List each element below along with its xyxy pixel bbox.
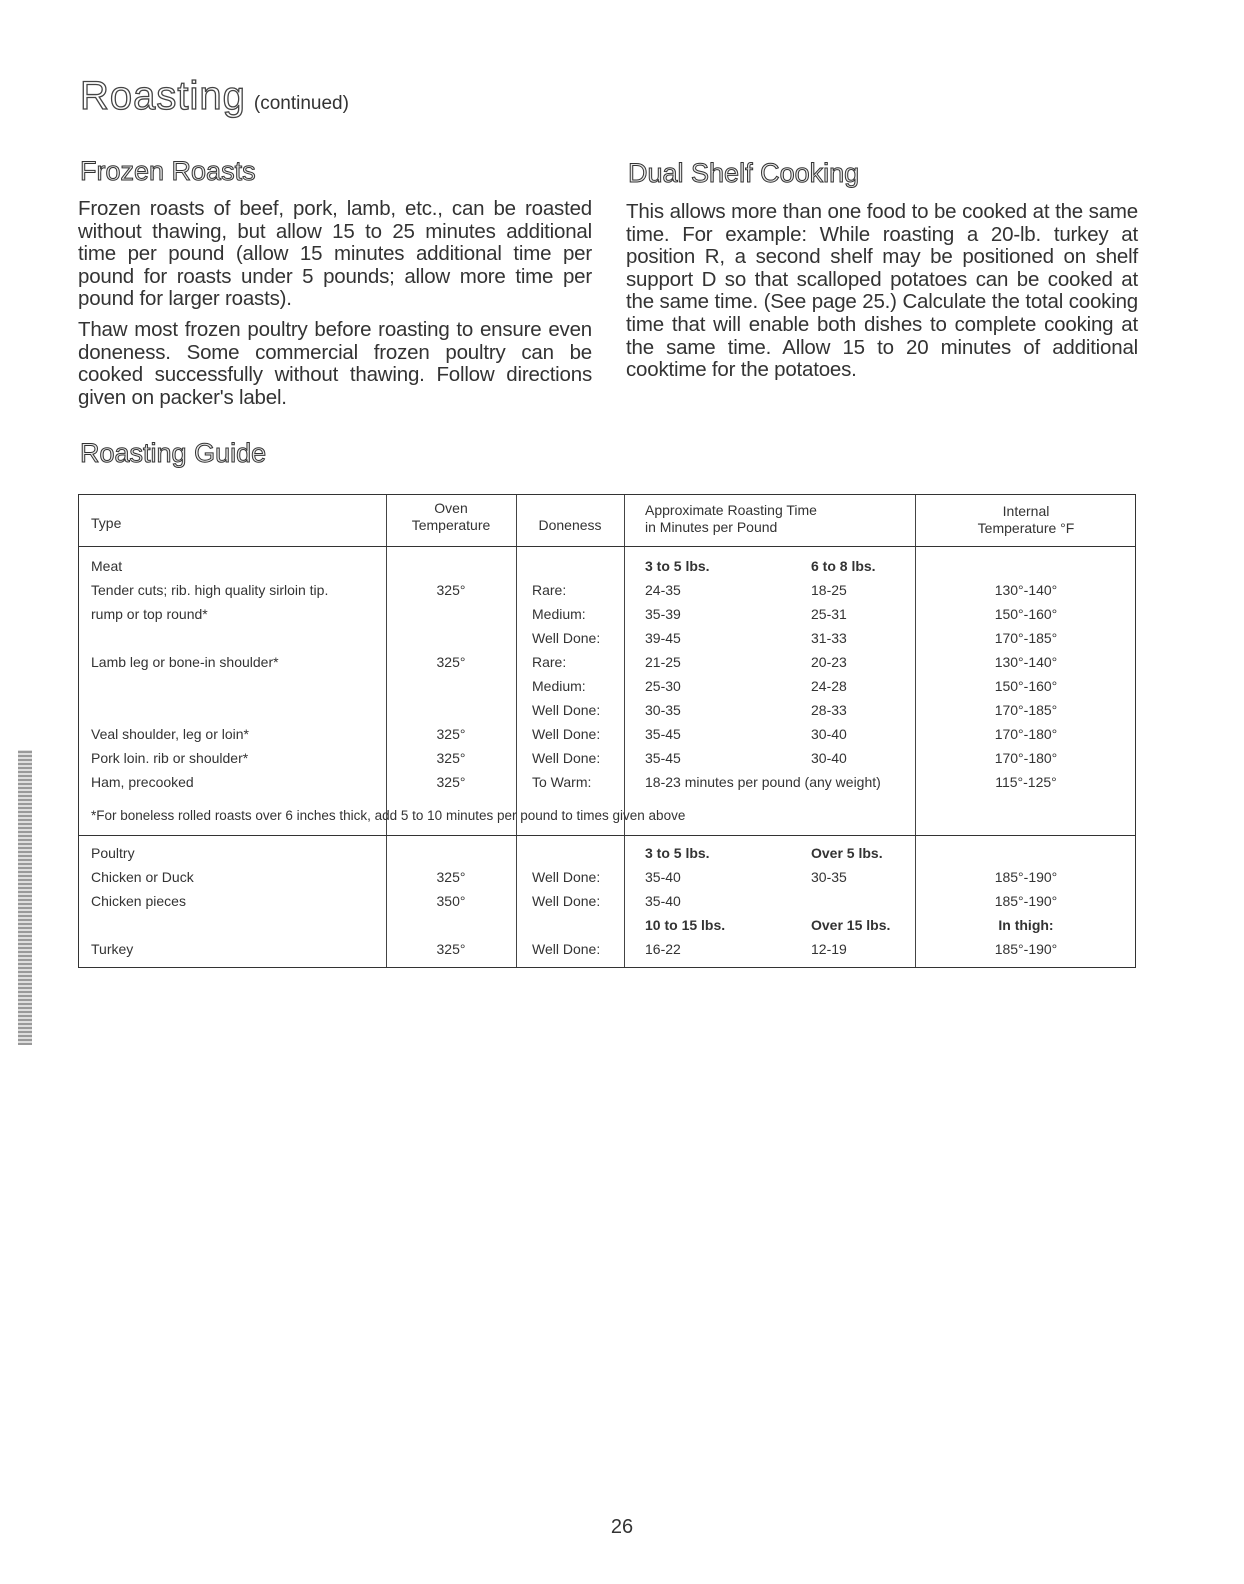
cell-type: Lamb leg or bone-in shoulder* xyxy=(91,654,279,670)
cell-a: 21-25 xyxy=(645,654,681,670)
cell-b: 25-31 xyxy=(811,606,847,622)
cell-b: 31-33 xyxy=(811,630,847,646)
cell-b: 18-25 xyxy=(811,582,847,598)
binding-strip xyxy=(18,750,32,1045)
cell-a: 10 to 15 lbs. xyxy=(645,917,726,933)
cell-a: 39-45 xyxy=(645,630,681,646)
cell-internal: 185°-190° xyxy=(994,869,1058,885)
cell-oven: 325° xyxy=(436,582,466,598)
cell-a: 18-23 minutes per pound (any weight) xyxy=(645,774,881,790)
cell-doneness: Medium: xyxy=(532,678,586,694)
cell-oven: 325° xyxy=(436,654,466,670)
cell-b: 6 to 8 lbs. xyxy=(811,558,876,574)
cell-a: 35-45 xyxy=(645,750,681,766)
cell-type: Ham, precooked xyxy=(91,774,194,790)
dual-shelf-text xyxy=(626,201,1138,390)
divider xyxy=(79,835,1135,836)
header-time xyxy=(645,502,817,536)
roasting-guide-table xyxy=(78,494,1136,968)
header-line: Oven xyxy=(434,500,468,516)
header-line: Internal xyxy=(1002,503,1050,519)
divider xyxy=(624,495,625,967)
cell-a: 35-40 xyxy=(645,869,681,885)
cell-type: Meat xyxy=(91,558,123,574)
cell-internal: 170°-185° xyxy=(994,630,1058,646)
cell-b: 12-19 xyxy=(811,941,847,957)
cell-type: Chicken or Duck xyxy=(91,869,194,885)
paragraph: Thaw most frozen poultry before roasting to ensure even doneness. Some commercial frozen poultry can be cooked successfully without thawing. Follow directions given on packer's label. xyxy=(78,317,592,409)
cell-doneness: Well Done: xyxy=(532,702,601,718)
cell-b: 24-28 xyxy=(811,678,847,694)
cell-a: 35-45 xyxy=(645,726,681,742)
cell-doneness: Rare: xyxy=(532,582,567,598)
page-number: 26 xyxy=(610,1516,634,1538)
cell-internal: 185°-190° xyxy=(994,893,1058,909)
cell-oven: 325° xyxy=(436,726,466,742)
cell-b: Over 15 lbs. xyxy=(811,917,891,933)
cell-internal: 185°-190° xyxy=(994,941,1058,957)
header-line: Temperature xyxy=(411,517,491,533)
cell-a: 35-39 xyxy=(645,606,681,622)
cell-doneness: Well Done: xyxy=(532,893,601,909)
cell-type: Poultry xyxy=(91,845,135,861)
cell-type: Tender cuts; rib. high quality sirloin tip. xyxy=(91,582,329,598)
cell-type: Veal shoulder, leg or loin* xyxy=(91,726,249,742)
header-doneness: Doneness xyxy=(538,517,602,533)
cell-oven: 325° xyxy=(436,750,466,766)
header-type: Type xyxy=(91,515,122,531)
cell-type: rump or top round* xyxy=(91,606,208,622)
cell-doneness: Well Done: xyxy=(532,750,601,766)
cell-a: 24-35 xyxy=(645,582,681,598)
cell-b: 30-40 xyxy=(811,750,847,766)
cell-oven: 325° xyxy=(436,774,466,790)
frozen-roasts-text xyxy=(78,198,592,417)
cell-doneness: Well Done: xyxy=(532,630,601,646)
paragraph: This allows more than one food to be cooked at the same time. For example: While roasting a 20-lb. turkey at position R, a second shelf may be positioned on shelf support D so that scalloped potatoes can be cooked at the same time. (See page 25.) Calculate the total cooking time that will enable both dishes to complete cooking at the same time. Allow 15 to 20 minutes of additional cooktime for the potatoes. xyxy=(626,200,1138,382)
header-internal xyxy=(915,503,1137,537)
cell-internal: 150°-160° xyxy=(994,606,1058,622)
cell-a: 3 to 5 lbs. xyxy=(645,845,710,861)
divider xyxy=(516,495,517,967)
cell-doneness: Rare: xyxy=(532,654,567,670)
cell-doneness: Well Done: xyxy=(532,726,601,742)
cell-doneness: Well Done: xyxy=(532,869,601,885)
cell-oven: 325° xyxy=(436,869,466,885)
paragraph: Frozen roasts of beef, pork, lamb, etc., can be roasted without thawing, but allow 15 to 25 minutes additional time per pound (allow 15 minutes additional time per pound for roasts under 5 pounds; allow more time per pound for larger roasts). xyxy=(78,197,592,311)
header-oven xyxy=(386,500,516,534)
cell-a: 25-30 xyxy=(645,678,681,694)
cell-internal: In thigh: xyxy=(998,917,1054,933)
header-line: Approximate Roasting Time xyxy=(645,502,817,518)
cell-internal: 170°-180° xyxy=(994,750,1058,766)
page-title: Roasting (continued) xyxy=(80,74,349,118)
cell-internal: 170°-180° xyxy=(994,726,1058,742)
cell-a: 35-40 xyxy=(645,893,681,909)
divider xyxy=(79,546,1135,547)
title-suffix: (continued) xyxy=(253,93,349,114)
cell-internal: 130°-140° xyxy=(994,582,1058,598)
cell-doneness: To Warm: xyxy=(532,774,592,790)
cell-oven: 350° xyxy=(436,893,466,909)
cell-b: 28-33 xyxy=(811,702,847,718)
roasting-guide-heading: Roasting Guide xyxy=(80,438,267,468)
cell-type: Chicken pieces xyxy=(91,893,186,909)
dual-shelf-heading: Dual Shelf Cooking xyxy=(628,158,860,188)
cell-doneness: Medium: xyxy=(532,606,586,622)
footnote: *For boneless rolled roasts over 6 inches thick, add 5 to 10 minutes per pound to times given above xyxy=(91,808,686,823)
cell-doneness: Well Done: xyxy=(532,941,601,957)
cell-a: 30-35 xyxy=(645,702,681,718)
cell-b: 30-40 xyxy=(811,726,847,742)
cell-b: 30-35 xyxy=(811,869,847,885)
cell-type: Pork loin. rib or shoulder* xyxy=(91,750,249,766)
cell-internal: 170°-185° xyxy=(994,702,1058,718)
cell-internal: 115°-125° xyxy=(995,774,1057,790)
cell-a: 3 to 5 lbs. xyxy=(645,558,710,574)
cell-a: 16-22 xyxy=(645,941,681,957)
frozen-roasts-heading: Frozen Roasts xyxy=(80,156,256,186)
cell-internal: 130°-140° xyxy=(994,654,1058,670)
cell-oven: 325° xyxy=(436,941,466,957)
cell-b: 20-23 xyxy=(811,654,847,670)
header-line: in Minutes per Pound xyxy=(645,519,778,535)
header-line: Temperature °F xyxy=(977,520,1075,536)
cell-b: Over 5 lbs. xyxy=(811,845,883,861)
cell-type: Turkey xyxy=(91,941,134,957)
cell-internal: 150°-160° xyxy=(994,678,1058,694)
